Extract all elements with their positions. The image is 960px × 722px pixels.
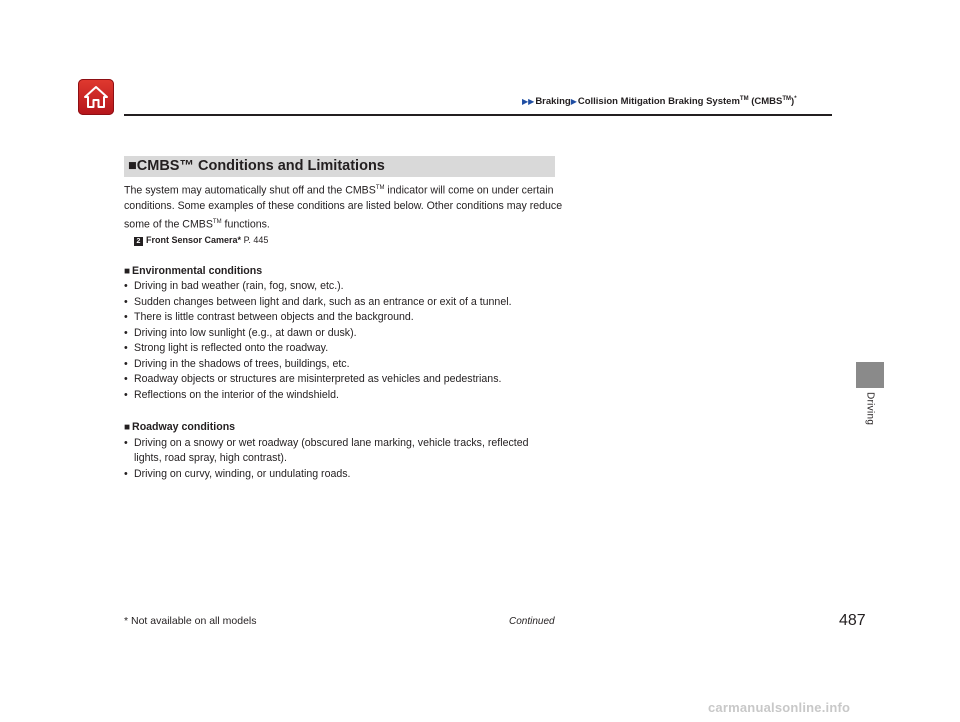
section-title: [128, 158, 385, 174]
side-tab-marker: [856, 362, 884, 388]
list-item: • Sudden changes between light and dark, such as an entrance or exit of a tunnel.: [124, 295, 564, 311]
section-heading-bar: [124, 156, 555, 177]
header-divider: [124, 114, 832, 116]
roadway-heading-text: Roadway conditions: [132, 421, 236, 434]
intro-paragraph: [124, 181, 564, 233]
section-content: [124, 181, 564, 482]
continued-label: Continued: [509, 616, 555, 627]
cross-reference-link[interactable]: [134, 234, 564, 247]
reference-page: P. 445: [243, 234, 269, 245]
environmental-heading: [124, 264, 564, 280]
environmental-list: [124, 279, 564, 403]
reference-label: Front Sensor Camera: [146, 234, 238, 245]
roadway-heading: [124, 420, 564, 436]
intro-text-3: functions.: [221, 218, 270, 231]
trademark: TM: [782, 96, 792, 102]
list-item: • Driving into low sunlight (e.g., at dawn or dusk).: [124, 326, 564, 342]
breadcrumb-braking[interactable]: Braking: [535, 96, 571, 108]
list-item: • There is little contrast between objects and the background.: [124, 310, 564, 326]
trademark: TM: [212, 218, 222, 225]
roadway-list: [124, 436, 564, 483]
watermark: carmanualsonline.info: [708, 700, 851, 715]
list-item: • Reflections on the interior of the windshield.: [124, 388, 564, 404]
intro-text-1: The system may automatically shut off and the CMBS: [124, 184, 376, 197]
breadcrumb-paren-close: ): [791, 96, 795, 108]
trademark: TM: [375, 185, 385, 191]
section-marker-icon: ■: [124, 422, 131, 434]
intro-text-2: indicator will come on under certain conditions. Some examples of these conditions are listed below. Other conditions may reduce some of the CMBS: [124, 184, 563, 231]
side-tab-label: Driving: [864, 392, 876, 426]
page-number: 487: [839, 612, 866, 629]
trademark: TM: [739, 96, 749, 102]
breadcrumb: [522, 96, 797, 107]
breadcrumb-paren: (CMBS: [748, 96, 783, 108]
reference-arrow-icon: 2: [134, 237, 143, 246]
section-marker-icon: ■: [124, 265, 131, 277]
section-marker-icon: ■: [128, 158, 137, 174]
list-item: • Driving on a snowy or wet roadway (obscured lane marking, vehicle tracks, reflected lights, road spray, high contrast).: [124, 436, 564, 467]
list-item: • Driving in bad weather (rain, fog, snow, etc.).: [124, 279, 564, 295]
environmental-heading-text: Environmental conditions: [132, 264, 263, 277]
home-button[interactable]: [78, 79, 114, 115]
footnote-star: *: [794, 96, 797, 102]
breadcrumb-arrow-icon: ▶: [570, 97, 577, 107]
list-item: • Strong light is reflected onto the roadway.: [124, 341, 564, 357]
side-tab-driving[interactable]: [856, 392, 884, 432]
footnote-star: *: [237, 234, 242, 245]
home-icon: [83, 85, 109, 109]
list-item: • Roadway objects or structures are misinterpreted as vehicles and pedestrians.: [124, 372, 564, 388]
section-title-text: CMBS™ Conditions and Limitations: [136, 158, 385, 174]
breadcrumb-cmbs[interactable]: Collision Mitigation Braking System: [577, 96, 740, 108]
breadcrumb-arrow-icon: ▶▶: [522, 97, 535, 107]
list-item: • Driving on curvy, winding, or undulating roads.: [124, 467, 564, 483]
list-item: • Driving in the shadows of trees, buildings, etc.: [124, 357, 564, 373]
footnote: * Not available on all models: [124, 615, 257, 627]
